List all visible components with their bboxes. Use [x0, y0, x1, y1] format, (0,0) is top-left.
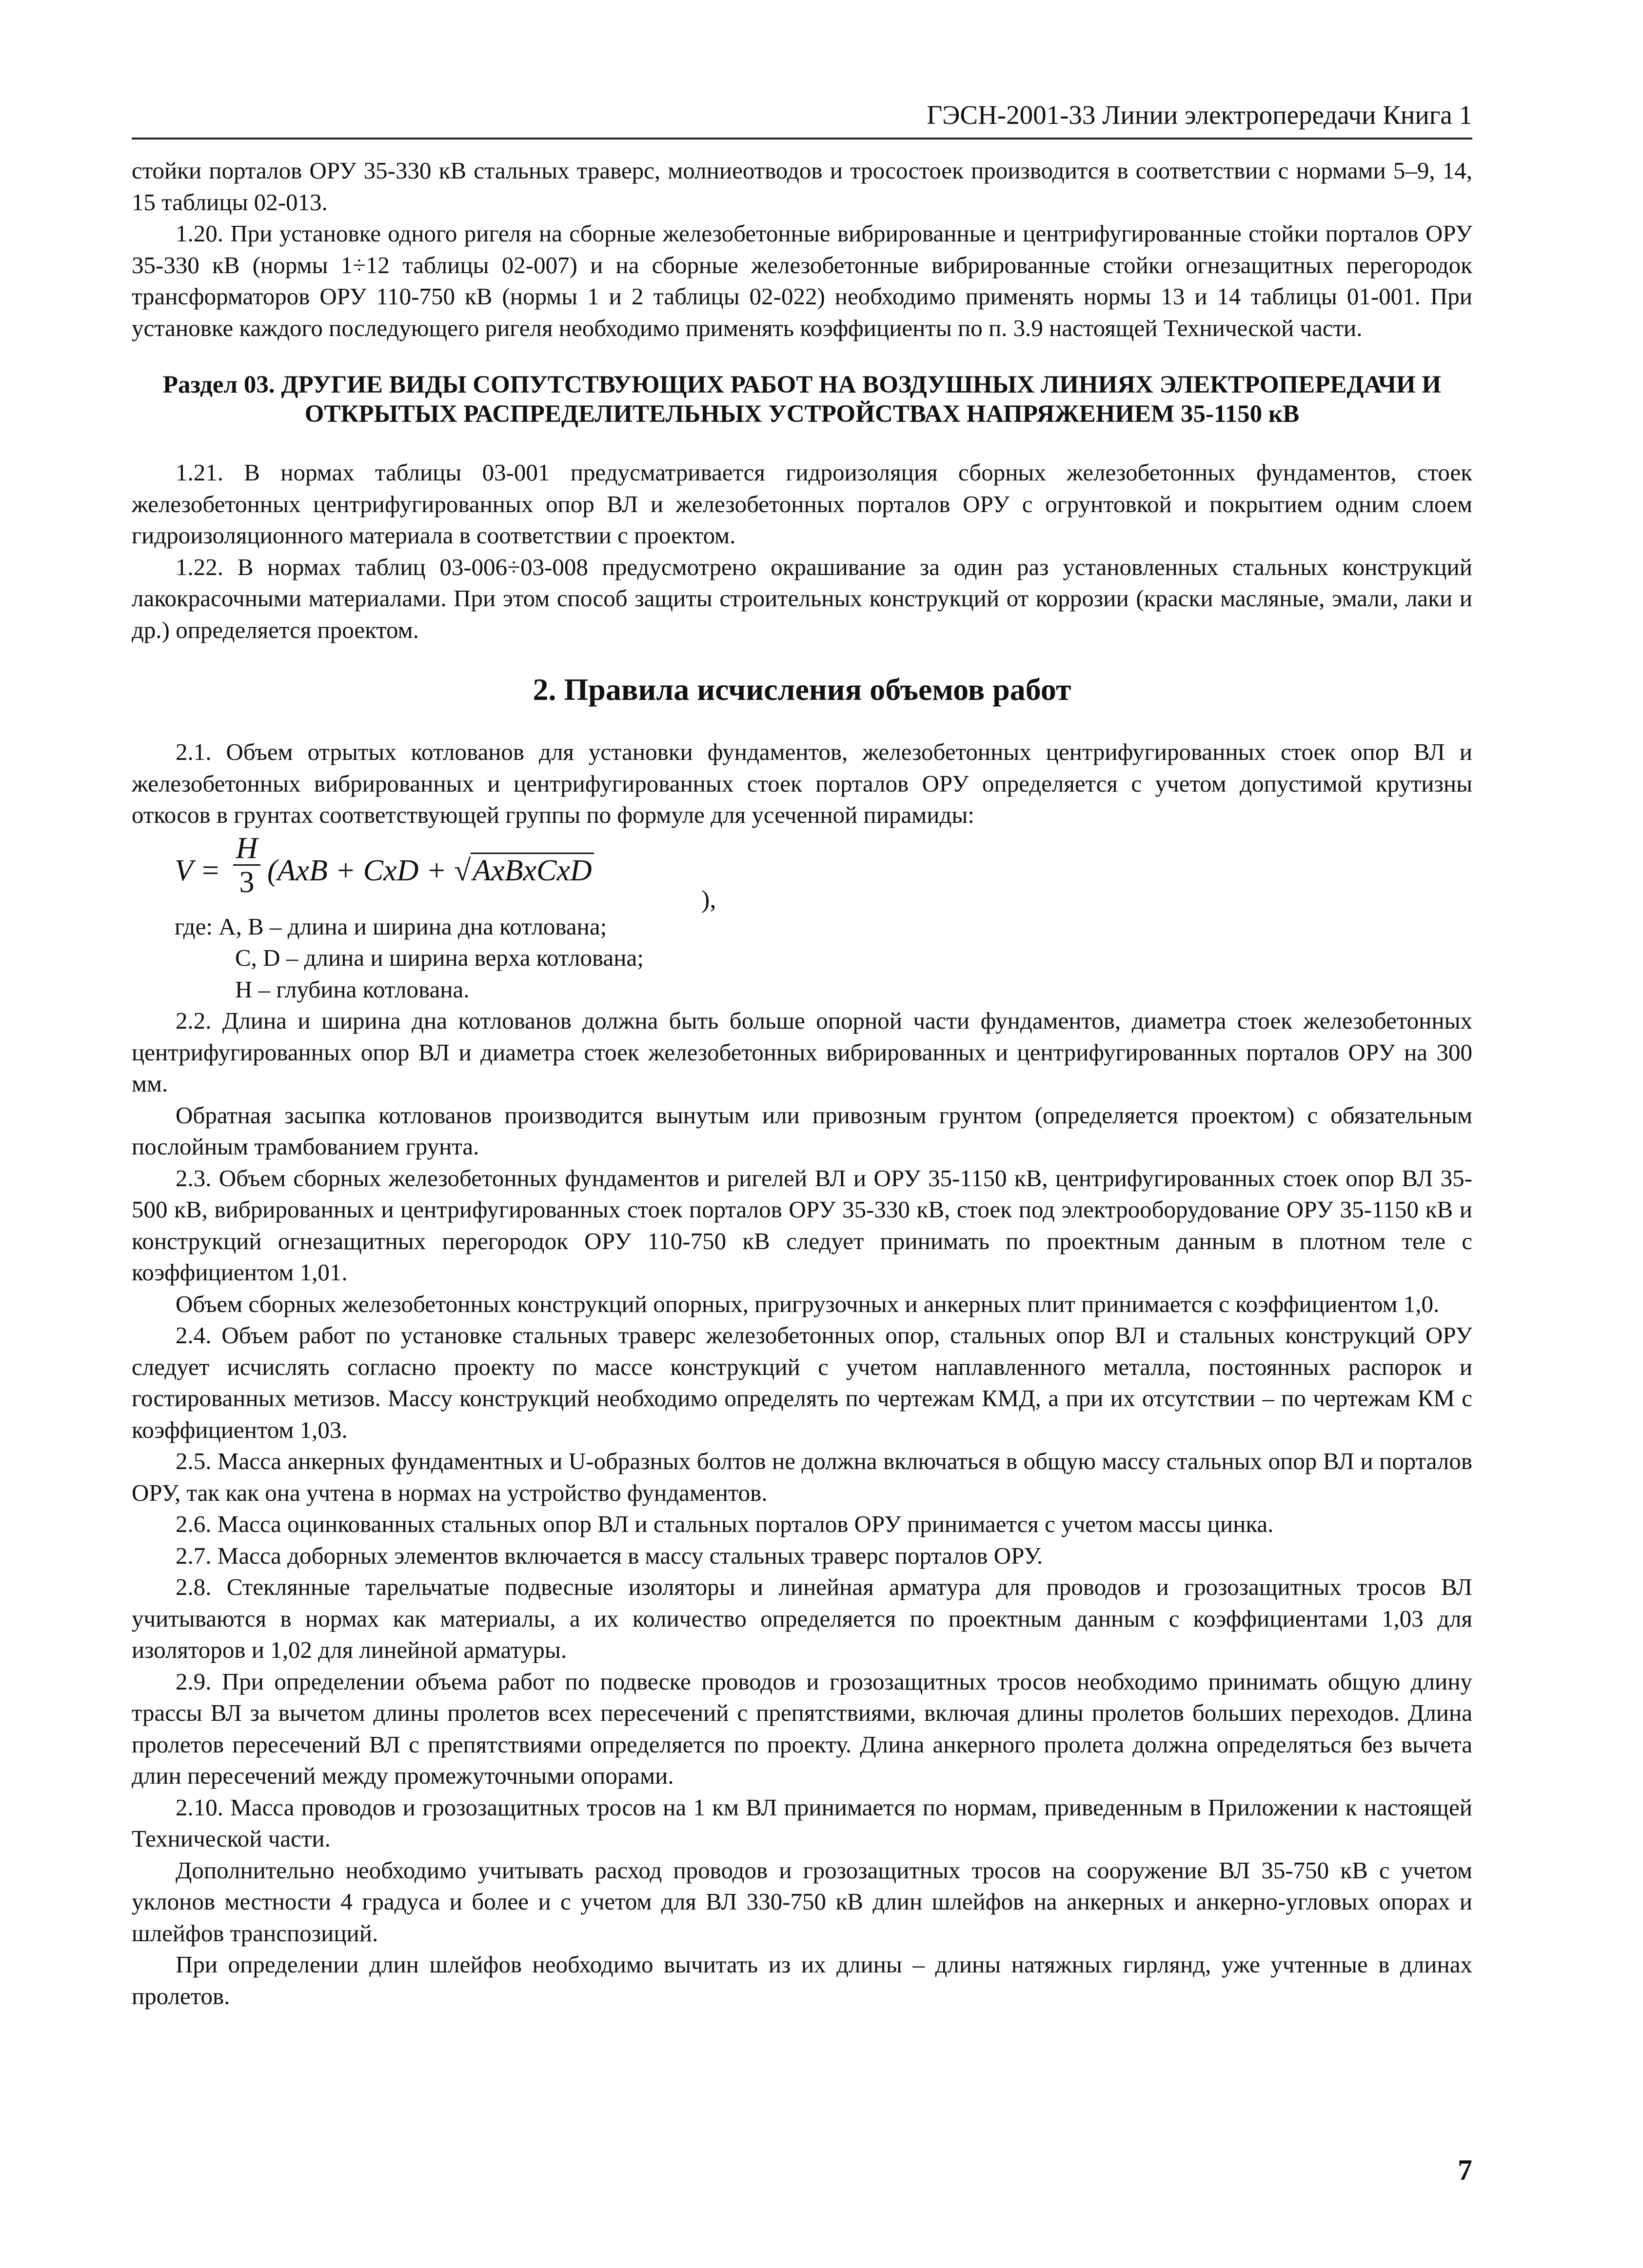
page-body [132, 155, 1472, 2012]
chapter-title: 2. Правила исчисления объемов работ [533, 672, 1071, 707]
formula-lhs: V = [175, 854, 221, 887]
formula-numerator: H [236, 831, 258, 865]
paragraph-continuation: стойки порталов ОРУ 35-330 кВ стальных траверс, молниеотводов и тросостоек производится в соответствии с нормами 5–9, 14, 15 таблицы 02-013. [132, 157, 1472, 216]
paragraph-1-22: 1.22. В нормах таблиц 03-006÷03-008 предусмотрено окрашивание за один раз установленных стальных конструкций лакокрасочными материалами. При этом способ защиты строительных конструкций от коррозии (краски масляные, эмали, лаки и др.) определяется проектом. [132, 553, 1472, 643]
paragraph-2-4: 2.4. Объем работ по установке стальных траверс железобетонных опор, стальных опор ВЛ и стальных конструкций ОРУ следует исчислять согласно проекту по массе конструкций с учетом наплавленного металла, постоянных распорок и гостированных метизов. Массу конструкций необходимо определять по чертежам КМД, а при их отсутствии – по чертежам КМ с коэффициентом 1,03. [132, 1322, 1472, 1443]
section-title-prefix: Раздел 03. [162, 371, 275, 398]
paragraph-2-3: 2.3. Объем сборных железобетонных фундаментов и ригелей ВЛ и ОРУ 35-1150 кВ, центрифугированных стоек опор ВЛ 35-500 кВ, вибрированных и центрифугированных стоек порталов ОРУ 35-330 кВ, стоек под электрооборудование ОРУ 35-1150 кВ и конструкций огнезащитных перегородок ОРУ 110-750 кВ следует принимать по проектным данным в плотном теле с коэффициентом 1,01. [132, 1164, 1472, 1286]
sqrt-sign-icon: √ [454, 854, 471, 887]
paragraph-2-10: 2.10. Масса проводов и грозозащитных тросов на 1 км ВЛ принимается по нормам, приведенным в Приложении к настоящей Технической части. [132, 1793, 1472, 1852]
paragraph-2-5: 2.5. Масса анкерных фундаментных и U-образных болтов не должна включаться в общую массу стальных опор ВЛ и порталов ОРУ, так как она учтена в нормах на устройство фундаментов. [132, 1448, 1472, 1506]
paragraph-2-6: 2.6. Масса оцинкованных стальных опор ВЛ и стальных порталов ОРУ принимается с учетом массы цинка. [176, 1511, 1274, 1537]
section-title [161, 370, 1443, 429]
formula-sum: (AxB + CxD + [267, 854, 447, 887]
formula-closing: ), [701, 885, 716, 914]
paragraph-2-9: 2.9. При определении объема работ по подвеске проводов и грозозащитных тросов необходимо принимать общую длину трассы ВЛ за вычетом длины пролетов всех пересечений с препятствиями, включая длины пролетов больших переходов. Длина пролетов пересечений ВЛ с препятствиями определяется по проекту. Длина анкерного пролета должна определяться без вычета длин пересечений между промежуточными опорами. [132, 1668, 1472, 1789]
paragraph-2-1: 2.1. Объем отрытых котлованов для установки фундаментов, железобетонных центрифугированных стоек опор ВЛ и железобетонных вибрированных и центрифугированных стоек порталов ОРУ определяется с учетом допустимой крутизны откосов в грунтах соответствующей группы по формуле для усеченной пирамиды: [132, 738, 1472, 828]
paragraph-2-10-loops: При определении длин шлейфов необходимо вычитать из их длины – длины натяжных гирлянд, уже учтенные в длинах пролетов. [132, 1951, 1472, 2009]
paragraph-2-7: 2.7. Масса доборных элементов включается в массу стальных траверс порталов ОРУ. [176, 1542, 1043, 1569]
formula-fraction [232, 833, 261, 897]
paragraph-2-3-plates: Объем сборных железобетонных конструкций опорных, пригрузочных и анкерных плит принимается с коэффициентом 1,0. [176, 1290, 1440, 1317]
legend-line-ab: где: А, В – длина и ширина дна котлована; [175, 913, 607, 940]
formula-body [267, 855, 594, 887]
legend-line-cd: С, D – длина и ширина верха котлована; [235, 944, 644, 971]
formula-denominator: 3 [239, 865, 255, 899]
formula-radicand: AxBxCxD [471, 853, 594, 887]
section-title-text: ДРУГИЕ ВИДЫ СОПУТСТВУЮЩИХ РАБОТ НА ВОЗДУШНЫХ ЛИНИЯХ ЭЛЕКТРОПЕРЕДАЧИ И ОТКРЫТЫХ РАСПРЕДЕЛИТЕЛЬНЫХ УСТРОЙСТВАХ НАПРЯЖЕНИЕМ 35-1150 кВ [281, 371, 1442, 428]
volume-formula [175, 831, 1472, 914]
paragraph-2-10-extra: Дополнительно необходимо учитывать расход проводов и грозозащитных тросов на сооружение ВЛ 35-750 кВ с учетом уклонов местности 4 градуса и более и с учетом для ВЛ 330-750 кВ длин шлейфов на анкерных и анкерно-угловых опорах и шлейфов транспозиций. [132, 1856, 1472, 1947]
header-rule [132, 138, 1472, 139]
formula-legend [175, 911, 1472, 1006]
paragraph-2-8: 2.8. Стеклянные тарельчатые подвесные изоляторы и линейная арматура для проводов и грозозащитных тросов ВЛ учитываются в нормах как материалы, а их количество определяется по проектным данным с коэффициентами 1,03 для изоляторов и 1,02 для линейной арматуры. [132, 1573, 1472, 1663]
running-header: ГЭСН-2001-33 Линии электропередачи Книга 1 [927, 100, 1472, 130]
page-number: 7 [1458, 2154, 1472, 2186]
paragraph-1-20: 1.20. При установке одного ригеля на сборные железобетонные вибрированные и центрифугированные стойки порталов ОРУ 35-330 кВ (нормы 1÷12 таблицы 02-007) и на сборные железобетонные вибрированные стойки огнезащитных перегородок трансформаторов ОРУ 110-750 кВ (нормы 1 и 2 таблицы 02-022) необходимо применять нормы 13 и 14 таблицы 01-001. При установке каждого последующего ригеля необходимо применять коэффициенты по п. 3.9 настоящей Технической части. [132, 220, 1472, 341]
paragraph-2-2-backfill: Обратная засыпка котлованов производится вынутым или привозным грунтом (определяется проектом) с обязательным послойным трамбованием грунта. [132, 1101, 1472, 1160]
legend-line-h: Н – глубина котлована. [235, 975, 470, 1003]
paragraph-1-21: 1.21. В нормах таблицы 03-001 предусматривается гидроизоляция сборных железобетонных фундаментов, стоек железобетонных центрифугированных опор ВЛ и железобетонных порталов ОРУ с огрунтовкой и покрытием одним слоем гидроизоляционного материала в соответствии с проектом. [132, 459, 1472, 549]
paragraph-2-2: 2.2. Длина и ширина дна котлованов должна быть больше опорной части фундаментов, диаметра стоек железобетонных центрифугированных опор ВЛ и диаметра стоек железобетонных вибрированных и центрифугированных порталов ОРУ на 300 мм. [132, 1007, 1472, 1097]
